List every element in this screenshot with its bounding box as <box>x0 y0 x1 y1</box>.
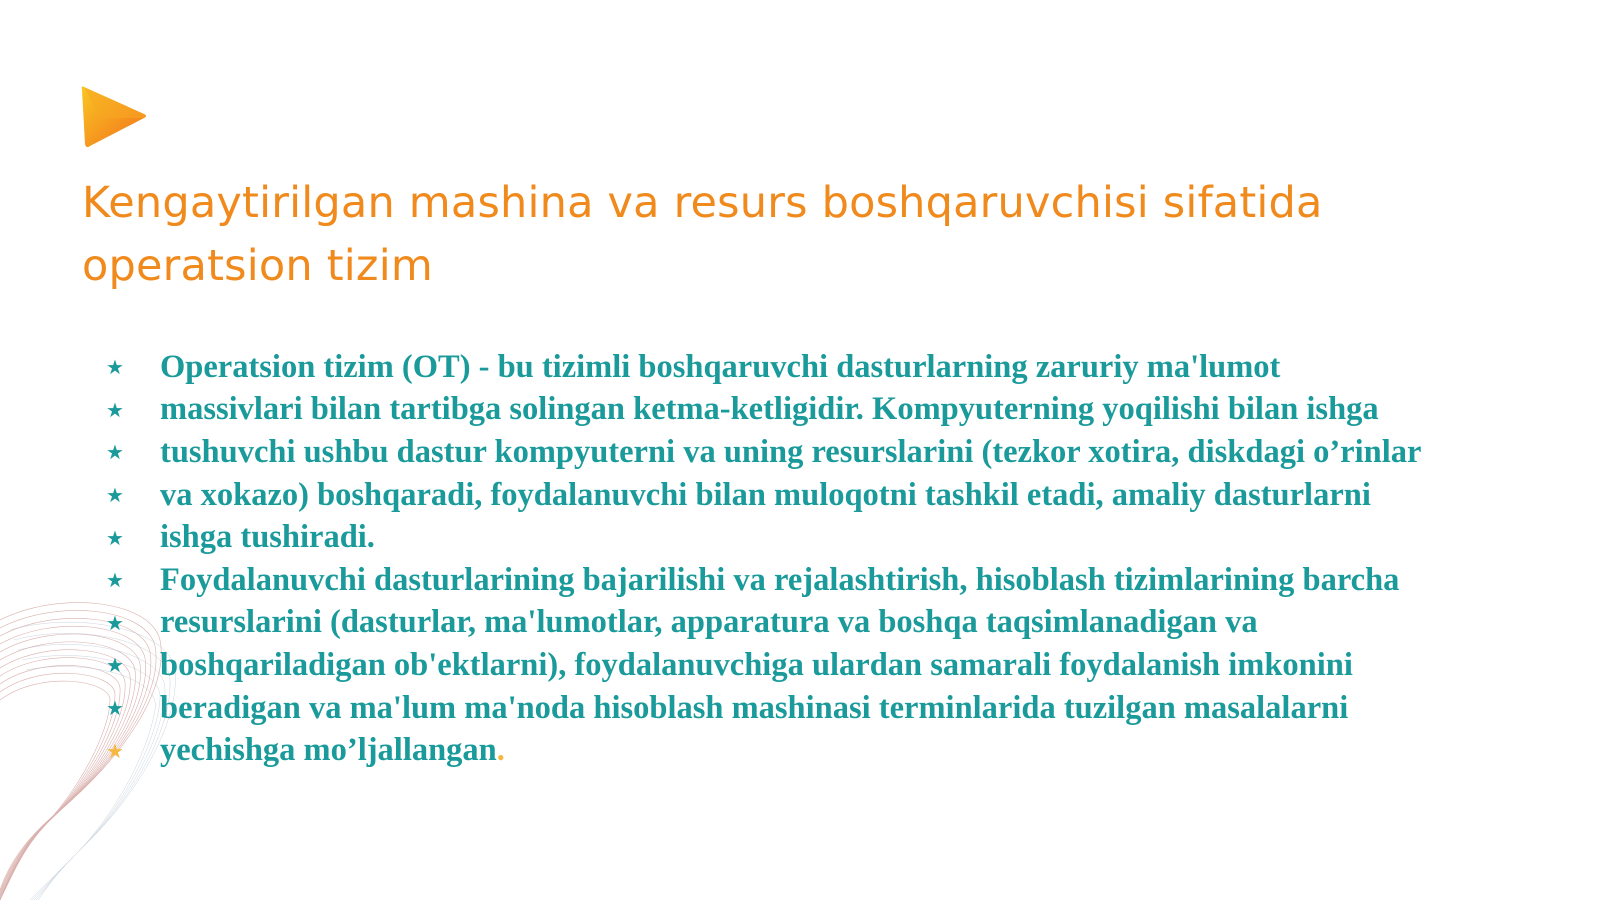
bullet-text: boshqariladigan ob'ektlarni), foydalanuvchiga ulardan samarali foydalanish imkonini <box>160 646 1353 683</box>
list-item <box>100 644 1560 687</box>
bullet-text: beradigan va ma'lum ma'noda hisoblash mashinasi terminlarida tuzilgan masalalarni <box>160 689 1349 726</box>
star-icon: ★ <box>106 397 124 422</box>
list-item <box>100 559 1560 602</box>
bullet-text: ishga tushiradi. <box>160 519 375 556</box>
star-icon: ★ <box>106 483 124 508</box>
star-icon: ★ <box>106 610 124 635</box>
bullet-text: resurslarini (dasturlar, ma'lumotlar, apparatura va boshqa taqsimlanadigan va <box>160 604 1258 641</box>
star-icon: ★ <box>106 355 124 380</box>
bullet-text: Operatsion tizim (OT) - bu tizimli boshqaruvchi dasturlarning zaruriy ma'lumot <box>160 348 1281 385</box>
star-icon: ★ <box>106 440 124 465</box>
list-item <box>100 687 1560 730</box>
bullet-text: massivlari bilan tartibga solingan ketma-ketligidir. Kompyuterning yoqilishi bilan ishga <box>160 391 1379 428</box>
list-item <box>100 474 1560 517</box>
list-item <box>100 346 1560 389</box>
bullet-list <box>100 346 1560 772</box>
list-item <box>100 516 1560 559</box>
bullet-text: va xokazo) boshqaradi, foydalanuvchi bilan muloqotni tashkil etadi, amaliy dasturlarni <box>160 476 1371 513</box>
bullet-text-last <box>160 732 505 769</box>
list-item <box>100 389 1560 432</box>
bullet-text: yechishga mo’ljallangan <box>160 732 497 769</box>
star-icon: ★ <box>106 738 124 763</box>
play-triangle-icon <box>80 84 150 150</box>
list-item <box>100 602 1560 645</box>
list-item <box>100 729 1560 772</box>
bullet-text: Foydalanuvchi dasturlarining bajarilishi va rejalashtirish, hisoblash tizimlarining barcha <box>160 561 1400 598</box>
star-icon: ★ <box>106 525 124 550</box>
star-icon: ★ <box>106 568 124 593</box>
slide-title: Kengaytirilgan mashina va resurs boshqaruvchisi sifatida operatsion tizim <box>82 178 1323 291</box>
final-period: . <box>496 732 505 769</box>
list-item <box>100 431 1560 474</box>
star-icon: ★ <box>106 696 124 721</box>
bullet-text: tushuvchi ushbu dastur kompyuterni va uning resurslarini (tezkor xotira, diskdagi o’rinlar <box>160 433 1422 470</box>
star-icon: ★ <box>106 653 124 678</box>
